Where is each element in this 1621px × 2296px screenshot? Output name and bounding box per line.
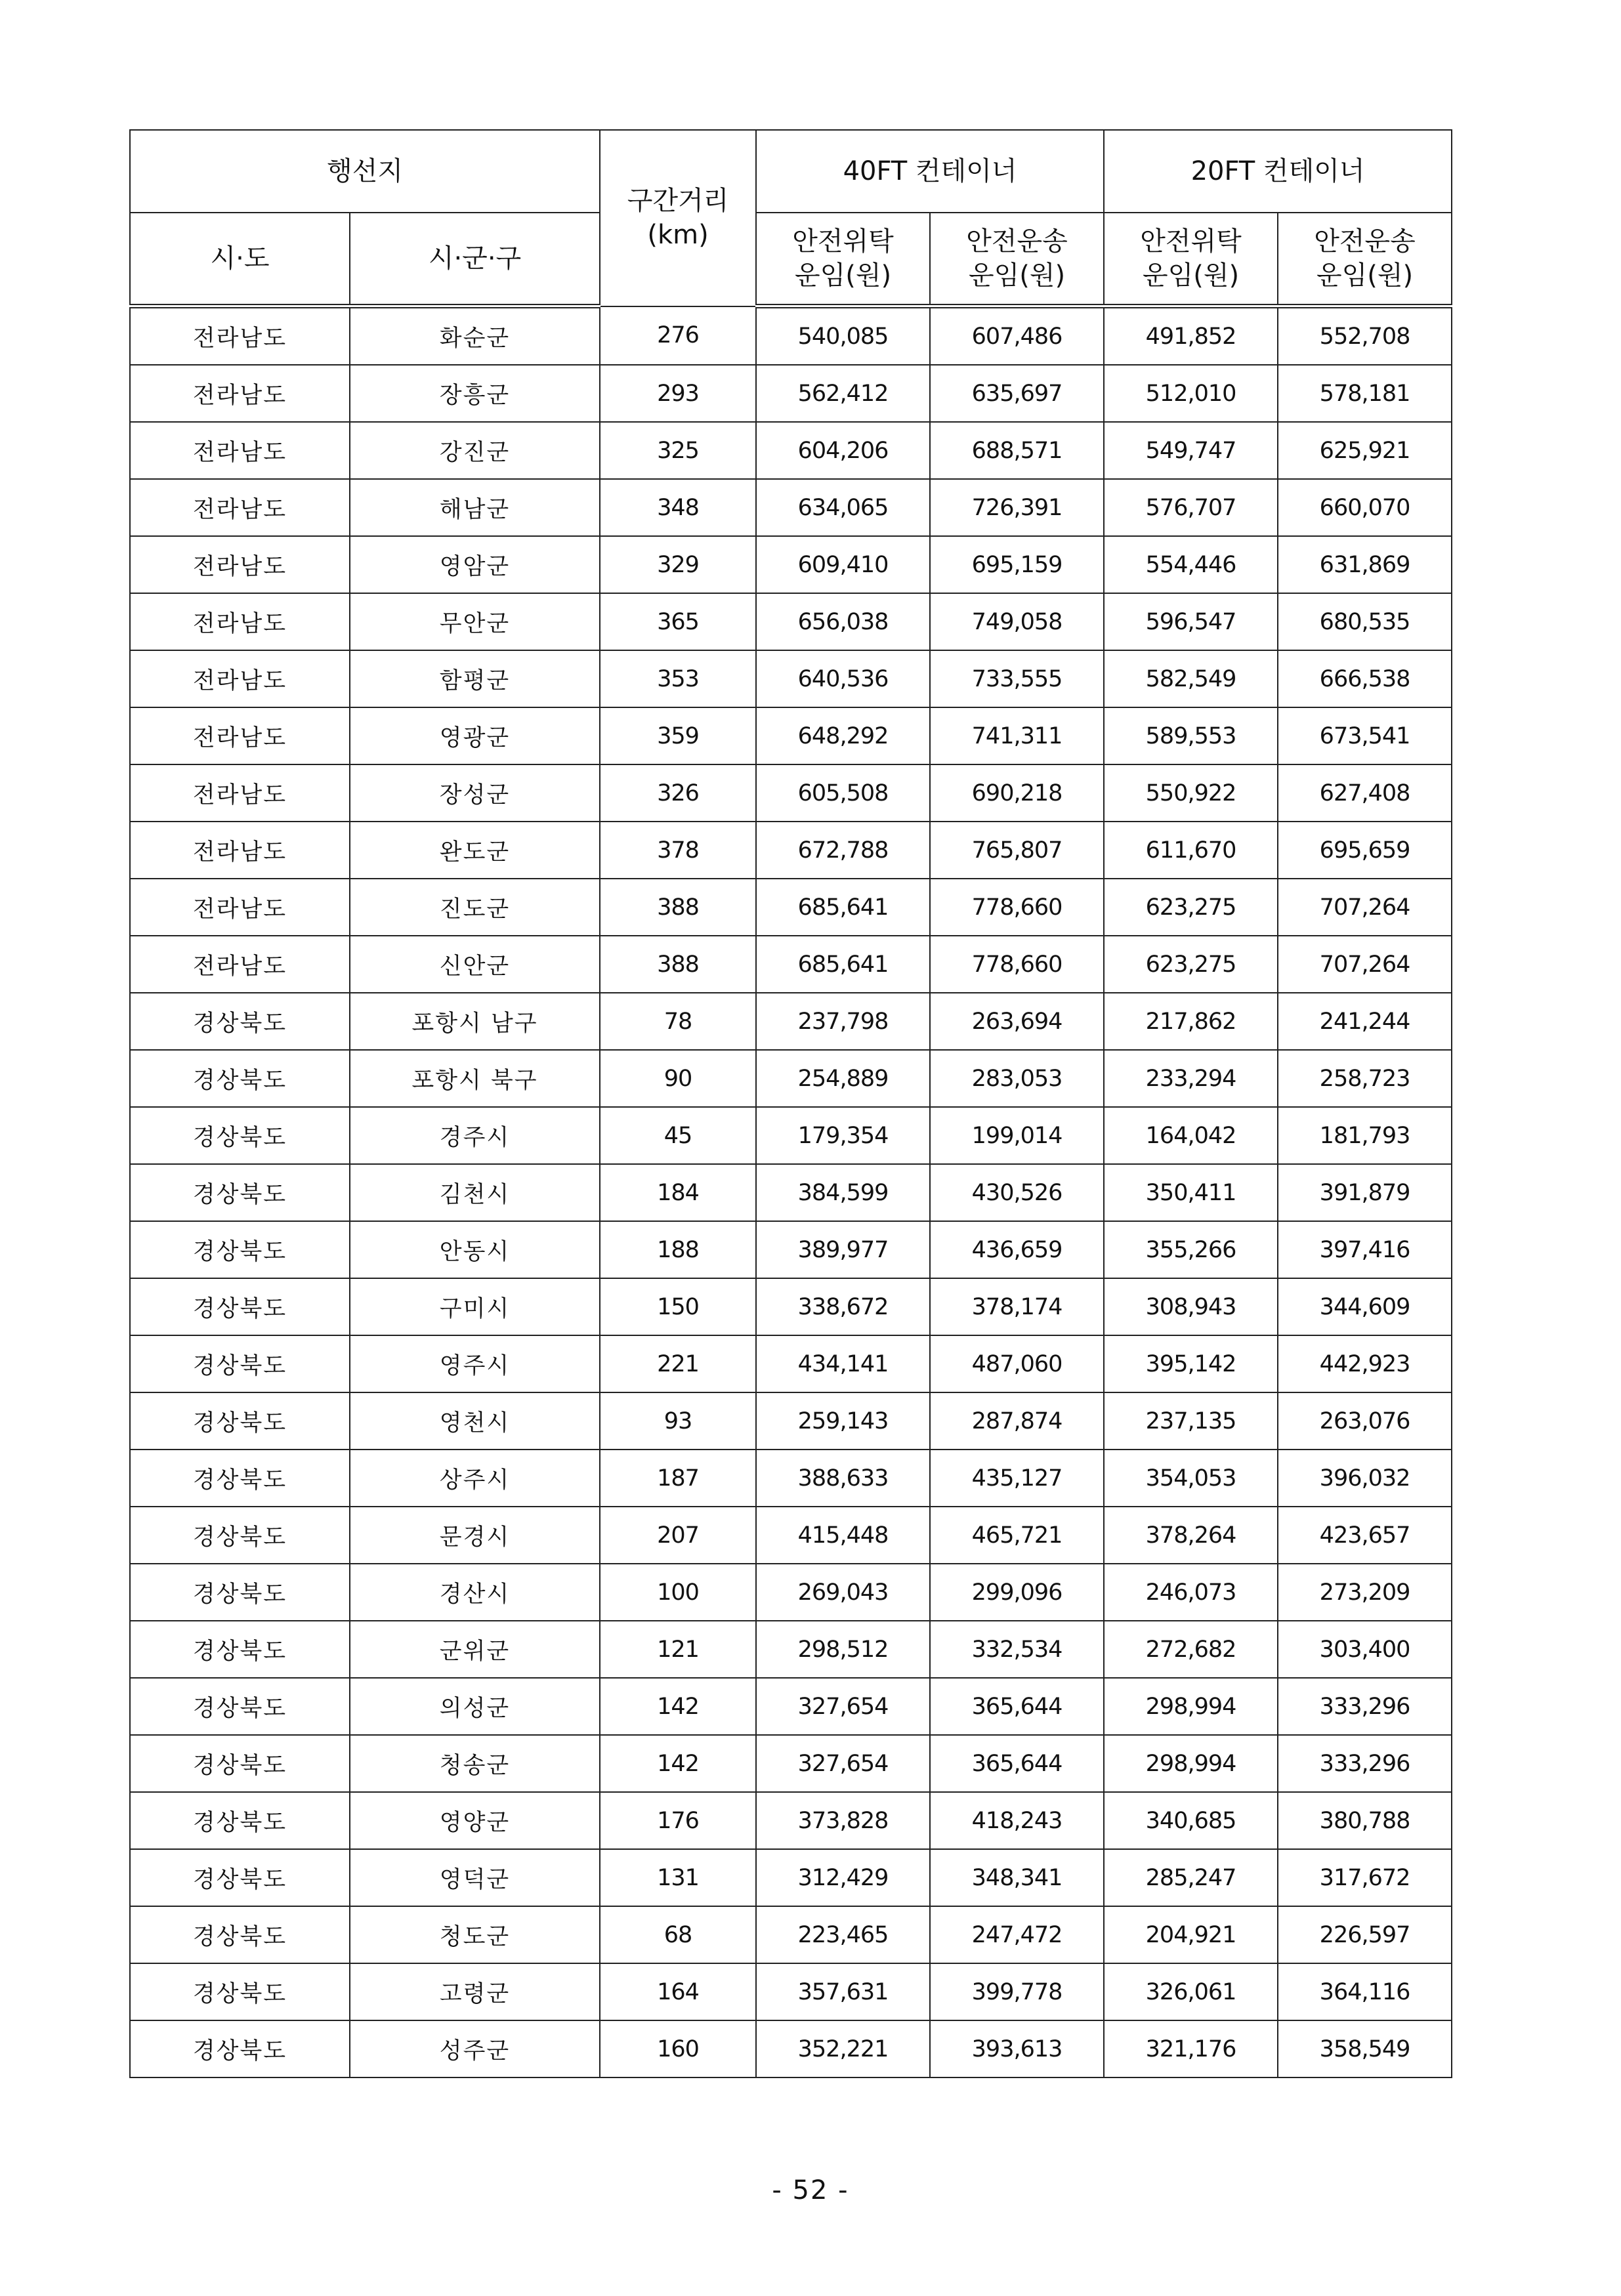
- cell-city: 문경시: [350, 1507, 600, 1564]
- cell-city: 경주시: [350, 1107, 600, 1164]
- cell-city: 고령군: [350, 1963, 600, 2020]
- cell-40ft-transport-rate: 263,694: [930, 993, 1104, 1050]
- cell-40ft-transport-rate: 635,697: [930, 365, 1104, 422]
- table-row: [130, 1450, 1452, 1507]
- cell-province: 경상북도: [130, 1392, 350, 1450]
- cell-20ft-transport-rate: 442,923: [1278, 1335, 1452, 1392]
- cell-distance: 176: [600, 1792, 756, 1849]
- cell-province: 경상북도: [130, 1564, 350, 1621]
- table-row: [130, 1278, 1452, 1335]
- cell-province: 전라남도: [130, 422, 350, 479]
- cell-40ft-transport-rate: 695,159: [930, 536, 1104, 593]
- cell-40ft-consign-rate: 373,828: [756, 1792, 930, 1849]
- cell-40ft-consign-rate: 434,141: [756, 1335, 930, 1392]
- cell-city: 구미시: [350, 1278, 600, 1335]
- cell-distance: 150: [600, 1278, 756, 1335]
- cell-distance: 78: [600, 993, 756, 1050]
- header-consign-label: 안전위탁: [792, 226, 894, 257]
- header-transport-label: 안전운송: [1314, 226, 1416, 257]
- cell-20ft-transport-rate: 241,244: [1278, 993, 1452, 1050]
- cell-city: 경산시: [350, 1564, 600, 1621]
- header-province: 시·도: [130, 213, 350, 306]
- cell-40ft-consign-rate: 389,977: [756, 1221, 930, 1278]
- cell-20ft-transport-rate: 627,408: [1278, 764, 1452, 822]
- cell-40ft-transport-rate: 378,174: [930, 1278, 1104, 1335]
- cell-20ft-consign-rate: 340,685: [1104, 1792, 1278, 1849]
- header-rate-label: 운임(원): [1316, 261, 1414, 291]
- cell-province: 전라남도: [130, 479, 350, 536]
- cell-20ft-consign-rate: 512,010: [1104, 365, 1278, 422]
- cell-40ft-transport-rate: 741,311: [930, 707, 1104, 764]
- cell-40ft-consign-rate: 237,798: [756, 993, 930, 1050]
- cell-city: 청도군: [350, 1906, 600, 1963]
- cell-20ft-transport-rate: 226,597: [1278, 1906, 1452, 1963]
- cell-40ft-consign-rate: 685,641: [756, 936, 930, 993]
- cell-city: 포항시 남구: [350, 993, 600, 1050]
- cell-city: 화순군: [350, 306, 600, 365]
- cell-distance: 207: [600, 1507, 756, 1564]
- table-row: [130, 2020, 1452, 2077]
- cell-20ft-transport-rate: 673,541: [1278, 707, 1452, 764]
- cell-40ft-consign-rate: 327,654: [756, 1735, 930, 1792]
- cell-20ft-transport-rate: 666,538: [1278, 650, 1452, 707]
- cell-city: 해남군: [350, 479, 600, 536]
- header-distance: [600, 130, 756, 306]
- cell-20ft-consign-rate: 246,073: [1104, 1564, 1278, 1621]
- cell-40ft-consign-rate: 540,085: [756, 306, 930, 365]
- table-row: [130, 1621, 1452, 1678]
- cell-40ft-consign-rate: 327,654: [756, 1678, 930, 1735]
- cell-city: 포항시 북구: [350, 1050, 600, 1107]
- header-20ft-container: 20FT 컨테이너: [1104, 130, 1452, 213]
- page-number: - 52 -: [772, 2175, 849, 2205]
- cell-20ft-consign-rate: 354,053: [1104, 1450, 1278, 1507]
- cell-40ft-consign-rate: 259,143: [756, 1392, 930, 1450]
- cell-province: 경상북도: [130, 1849, 350, 1906]
- header-distance-unit: (km): [647, 220, 709, 251]
- cell-20ft-transport-rate: 707,264: [1278, 936, 1452, 993]
- table-row: [130, 879, 1452, 936]
- cell-20ft-consign-rate: 395,142: [1104, 1335, 1278, 1392]
- cell-province: 경상북도: [130, 1335, 350, 1392]
- cell-city: 진도군: [350, 879, 600, 936]
- cell-distance: 388: [600, 936, 756, 993]
- cell-40ft-consign-rate: 179,354: [756, 1107, 930, 1164]
- cell-province: 전라남도: [130, 822, 350, 879]
- table-row: [130, 822, 1452, 879]
- cell-distance: 93: [600, 1392, 756, 1450]
- cell-20ft-transport-rate: 358,549: [1278, 2020, 1452, 2077]
- cell-province: 경상북도: [130, 1164, 350, 1221]
- header-row-1: [130, 130, 1452, 213]
- cell-20ft-consign-rate: 378,264: [1104, 1507, 1278, 1564]
- cell-40ft-consign-rate: 254,889: [756, 1050, 930, 1107]
- table-row: [130, 707, 1452, 764]
- cell-distance: 188: [600, 1221, 756, 1278]
- cell-province: 경상북도: [130, 1792, 350, 1849]
- cell-20ft-consign-rate: 237,135: [1104, 1392, 1278, 1450]
- cell-distance: 100: [600, 1564, 756, 1621]
- cell-distance: 221: [600, 1335, 756, 1392]
- cell-province: 전라남도: [130, 650, 350, 707]
- table-row: [130, 993, 1452, 1050]
- header-city: 시·군·구: [350, 213, 600, 306]
- cell-city: 군위군: [350, 1621, 600, 1678]
- cell-20ft-consign-rate: 596,547: [1104, 593, 1278, 650]
- cell-distance: 359: [600, 707, 756, 764]
- table-row: [130, 1906, 1452, 1963]
- cell-40ft-consign-rate: 352,221: [756, 2020, 930, 2077]
- cell-distance: 121: [600, 1621, 756, 1678]
- table-row: [130, 1392, 1452, 1450]
- cell-40ft-transport-rate: 365,644: [930, 1678, 1104, 1735]
- cell-city: 김천시: [350, 1164, 600, 1221]
- table-row: [130, 422, 1452, 479]
- cell-20ft-transport-rate: 303,400: [1278, 1621, 1452, 1678]
- table-row: [130, 593, 1452, 650]
- cell-40ft-transport-rate: 778,660: [930, 879, 1104, 936]
- cell-distance: 276: [600, 306, 756, 365]
- cell-40ft-consign-rate: 298,512: [756, 1621, 930, 1678]
- table-body: [130, 306, 1452, 2078]
- cell-distance: 325: [600, 422, 756, 479]
- table-row: [130, 1564, 1452, 1621]
- cell-city: 상주시: [350, 1450, 600, 1507]
- cell-city: 강진군: [350, 422, 600, 479]
- cell-distance: 388: [600, 879, 756, 936]
- cell-20ft-consign-rate: 308,943: [1104, 1278, 1278, 1335]
- table-row: [130, 536, 1452, 593]
- cell-20ft-consign-rate: 550,922: [1104, 764, 1278, 822]
- cell-20ft-consign-rate: 350,411: [1104, 1164, 1278, 1221]
- table-row: [130, 650, 1452, 707]
- cell-20ft-consign-rate: 233,294: [1104, 1050, 1278, 1107]
- cell-distance: 164: [600, 1963, 756, 2020]
- cell-20ft-consign-rate: 272,682: [1104, 1621, 1278, 1678]
- cell-20ft-consign-rate: 355,266: [1104, 1221, 1278, 1278]
- cell-20ft-consign-rate: 582,549: [1104, 650, 1278, 707]
- header-40ft-transport-rate: [930, 213, 1104, 306]
- cell-20ft-consign-rate: 623,275: [1104, 879, 1278, 936]
- cell-40ft-transport-rate: 247,472: [930, 1906, 1104, 1963]
- cell-distance: 184: [600, 1164, 756, 1221]
- cell-province: 전라남도: [130, 879, 350, 936]
- cell-distance: 142: [600, 1678, 756, 1735]
- cell-20ft-consign-rate: 554,446: [1104, 536, 1278, 593]
- cell-40ft-transport-rate: 348,341: [930, 1849, 1104, 1906]
- cell-province: 전라남도: [130, 536, 350, 593]
- table-row: [130, 1335, 1452, 1392]
- cell-40ft-consign-rate: 562,412: [756, 365, 930, 422]
- cell-20ft-transport-rate: 181,793: [1278, 1107, 1452, 1164]
- table-row: [130, 1221, 1452, 1278]
- cell-province: 전라남도: [130, 306, 350, 365]
- cell-20ft-transport-rate: 695,659: [1278, 822, 1452, 879]
- cell-40ft-transport-rate: 393,613: [930, 2020, 1104, 2077]
- cell-distance: 378: [600, 822, 756, 879]
- cell-20ft-transport-rate: 333,296: [1278, 1735, 1452, 1792]
- cell-distance: 353: [600, 650, 756, 707]
- cell-40ft-transport-rate: 287,874: [930, 1392, 1104, 1450]
- cell-40ft-transport-rate: 435,127: [930, 1450, 1104, 1507]
- cell-20ft-transport-rate: 578,181: [1278, 365, 1452, 422]
- cell-province: 경상북도: [130, 1507, 350, 1564]
- cell-province: 경상북도: [130, 1735, 350, 1792]
- cell-40ft-transport-rate: 749,058: [930, 593, 1104, 650]
- cell-40ft-transport-rate: 765,807: [930, 822, 1104, 879]
- header-destination: 행선지: [130, 130, 600, 213]
- cell-city: 영양군: [350, 1792, 600, 1849]
- cell-20ft-consign-rate: 326,061: [1104, 1963, 1278, 2020]
- cell-20ft-consign-rate: 611,670: [1104, 822, 1278, 879]
- header-transport-label: 안전운송: [966, 226, 1068, 257]
- cell-province: 전라남도: [130, 764, 350, 822]
- cell-distance: 293: [600, 365, 756, 422]
- cell-40ft-transport-rate: 726,391: [930, 479, 1104, 536]
- table-row: [130, 479, 1452, 536]
- table-row: [130, 1678, 1452, 1735]
- cell-20ft-consign-rate: 285,247: [1104, 1849, 1278, 1906]
- cell-20ft-consign-rate: 623,275: [1104, 936, 1278, 993]
- cell-40ft-consign-rate: 388,633: [756, 1450, 930, 1507]
- cell-20ft-transport-rate: 423,657: [1278, 1507, 1452, 1564]
- table-row: [130, 1050, 1452, 1107]
- header-rate-label: 운임(원): [1142, 261, 1240, 291]
- cell-20ft-transport-rate: 660,070: [1278, 479, 1452, 536]
- cell-20ft-transport-rate: 397,416: [1278, 1221, 1452, 1278]
- cell-20ft-consign-rate: 298,994: [1104, 1678, 1278, 1735]
- cell-20ft-transport-rate: 317,672: [1278, 1849, 1452, 1906]
- cell-city: 장성군: [350, 764, 600, 822]
- header-row-2: [130, 213, 1452, 306]
- cell-40ft-consign-rate: 648,292: [756, 707, 930, 764]
- cell-province: 전라남도: [130, 936, 350, 993]
- table-row: [130, 1849, 1452, 1906]
- cell-40ft-consign-rate: 357,631: [756, 1963, 930, 2020]
- cell-province: 경상북도: [130, 2020, 350, 2077]
- cell-distance: 160: [600, 2020, 756, 2077]
- cell-province: 경상북도: [130, 1278, 350, 1335]
- cell-city: 영덕군: [350, 1849, 600, 1906]
- cell-40ft-transport-rate: 199,014: [930, 1107, 1104, 1164]
- cell-province: 전라남도: [130, 707, 350, 764]
- cell-20ft-transport-rate: 333,296: [1278, 1678, 1452, 1735]
- cell-20ft-transport-rate: 263,076: [1278, 1392, 1452, 1450]
- cell-province: 전라남도: [130, 593, 350, 650]
- header-40ft-consign-rate: [756, 213, 930, 306]
- cell-40ft-consign-rate: 604,206: [756, 422, 930, 479]
- cell-40ft-transport-rate: 607,486: [930, 306, 1104, 365]
- cell-40ft-transport-rate: 430,526: [930, 1164, 1104, 1221]
- cell-province: 경상북도: [130, 1963, 350, 2020]
- table-row: [130, 1507, 1452, 1564]
- cell-40ft-transport-rate: 332,534: [930, 1621, 1104, 1678]
- freight-rate-table: [129, 129, 1452, 2078]
- cell-city: 영광군: [350, 707, 600, 764]
- table-row: [130, 936, 1452, 993]
- cell-20ft-consign-rate: 204,921: [1104, 1906, 1278, 1963]
- cell-city: 영천시: [350, 1392, 600, 1450]
- cell-distance: 348: [600, 479, 756, 536]
- table-row: [130, 365, 1452, 422]
- cell-city: 영암군: [350, 536, 600, 593]
- header-distance-label: 구간거리: [627, 186, 729, 217]
- cell-province: 경상북도: [130, 1621, 350, 1678]
- cell-province: 경상북도: [130, 1221, 350, 1278]
- cell-40ft-consign-rate: 605,508: [756, 764, 930, 822]
- cell-40ft-transport-rate: 436,659: [930, 1221, 1104, 1278]
- cell-40ft-consign-rate: 269,043: [756, 1564, 930, 1621]
- cell-40ft-transport-rate: 487,060: [930, 1335, 1104, 1392]
- cell-20ft-transport-rate: 364,116: [1278, 1963, 1452, 2020]
- cell-city: 안동시: [350, 1221, 600, 1278]
- cell-40ft-transport-rate: 418,243: [930, 1792, 1104, 1849]
- table-row: [130, 306, 1452, 365]
- cell-20ft-transport-rate: 631,869: [1278, 536, 1452, 593]
- cell-20ft-transport-rate: 273,209: [1278, 1564, 1452, 1621]
- cell-20ft-consign-rate: 321,176: [1104, 2020, 1278, 2077]
- cell-40ft-transport-rate: 365,644: [930, 1735, 1104, 1792]
- cell-distance: 68: [600, 1906, 756, 1963]
- cell-20ft-transport-rate: 552,708: [1278, 306, 1452, 365]
- table-row: [130, 764, 1452, 822]
- cell-40ft-transport-rate: 733,555: [930, 650, 1104, 707]
- cell-40ft-consign-rate: 223,465: [756, 1906, 930, 1963]
- cell-20ft-transport-rate: 391,879: [1278, 1164, 1452, 1221]
- cell-20ft-transport-rate: 344,609: [1278, 1278, 1452, 1335]
- cell-20ft-consign-rate: 576,707: [1104, 479, 1278, 536]
- cell-40ft-transport-rate: 690,218: [930, 764, 1104, 822]
- header-rate-label: 운임(원): [968, 261, 1066, 291]
- cell-city: 함평군: [350, 650, 600, 707]
- cell-40ft-transport-rate: 299,096: [930, 1564, 1104, 1621]
- cell-40ft-transport-rate: 688,571: [930, 422, 1104, 479]
- header-consign-label: 안전위탁: [1140, 226, 1242, 257]
- cell-city: 성주군: [350, 2020, 600, 2077]
- table-row: [130, 1963, 1452, 2020]
- cell-distance: 326: [600, 764, 756, 822]
- cell-city: 무안군: [350, 593, 600, 650]
- cell-20ft-consign-rate: 217,862: [1104, 993, 1278, 1050]
- table-row: [130, 1164, 1452, 1221]
- cell-20ft-consign-rate: 589,553: [1104, 707, 1278, 764]
- cell-province: 경상북도: [130, 1678, 350, 1735]
- cell-40ft-transport-rate: 778,660: [930, 936, 1104, 993]
- cell-city: 청송군: [350, 1735, 600, 1792]
- cell-40ft-consign-rate: 338,672: [756, 1278, 930, 1335]
- cell-distance: 45: [600, 1107, 756, 1164]
- cell-20ft-transport-rate: 625,921: [1278, 422, 1452, 479]
- cell-city: 완도군: [350, 822, 600, 879]
- cell-40ft-consign-rate: 685,641: [756, 879, 930, 936]
- cell-city: 장흥군: [350, 365, 600, 422]
- cell-20ft-consign-rate: 549,747: [1104, 422, 1278, 479]
- cell-distance: 90: [600, 1050, 756, 1107]
- cell-40ft-consign-rate: 640,536: [756, 650, 930, 707]
- cell-40ft-consign-rate: 672,788: [756, 822, 930, 879]
- header-20ft-transport-rate: [1278, 213, 1452, 306]
- cell-40ft-transport-rate: 283,053: [930, 1050, 1104, 1107]
- cell-40ft-consign-rate: 312,429: [756, 1849, 930, 1906]
- table-row: [130, 1792, 1452, 1849]
- cell-20ft-transport-rate: 707,264: [1278, 879, 1452, 936]
- cell-20ft-transport-rate: 380,788: [1278, 1792, 1452, 1849]
- table-row: [130, 1107, 1452, 1164]
- cell-40ft-consign-rate: 609,410: [756, 536, 930, 593]
- cell-20ft-consign-rate: 298,994: [1104, 1735, 1278, 1792]
- cell-40ft-transport-rate: 399,778: [930, 1963, 1104, 2020]
- cell-40ft-consign-rate: 634,065: [756, 479, 930, 536]
- cell-distance: 142: [600, 1735, 756, 1792]
- cell-40ft-consign-rate: 384,599: [756, 1164, 930, 1221]
- cell-20ft-consign-rate: 164,042: [1104, 1107, 1278, 1164]
- cell-province: 경상북도: [130, 1107, 350, 1164]
- cell-province: 경상북도: [130, 1050, 350, 1107]
- cell-40ft-consign-rate: 415,448: [756, 1507, 930, 1564]
- cell-20ft-transport-rate: 680,535: [1278, 593, 1452, 650]
- cell-40ft-transport-rate: 465,721: [930, 1507, 1104, 1564]
- table-row: [130, 1735, 1452, 1792]
- cell-city: 의성군: [350, 1678, 600, 1735]
- cell-province: 경상북도: [130, 993, 350, 1050]
- cell-distance: 329: [600, 536, 756, 593]
- cell-province: 전라남도: [130, 365, 350, 422]
- cell-distance: 187: [600, 1450, 756, 1507]
- header-rate-label: 운임(원): [794, 261, 892, 291]
- cell-40ft-consign-rate: 656,038: [756, 593, 930, 650]
- cell-province: 경상북도: [130, 1450, 350, 1507]
- cell-20ft-transport-rate: 258,723: [1278, 1050, 1452, 1107]
- header-40ft-container: 40FT 컨테이너: [756, 130, 1104, 213]
- cell-province: 경상북도: [130, 1906, 350, 1963]
- cell-distance: 365: [600, 593, 756, 650]
- cell-city: 신안군: [350, 936, 600, 993]
- cell-20ft-transport-rate: 396,032: [1278, 1450, 1452, 1507]
- cell-city: 영주시: [350, 1335, 600, 1392]
- cell-distance: 131: [600, 1849, 756, 1906]
- cell-20ft-consign-rate: 491,852: [1104, 306, 1278, 365]
- header-20ft-consign-rate: [1104, 213, 1278, 306]
